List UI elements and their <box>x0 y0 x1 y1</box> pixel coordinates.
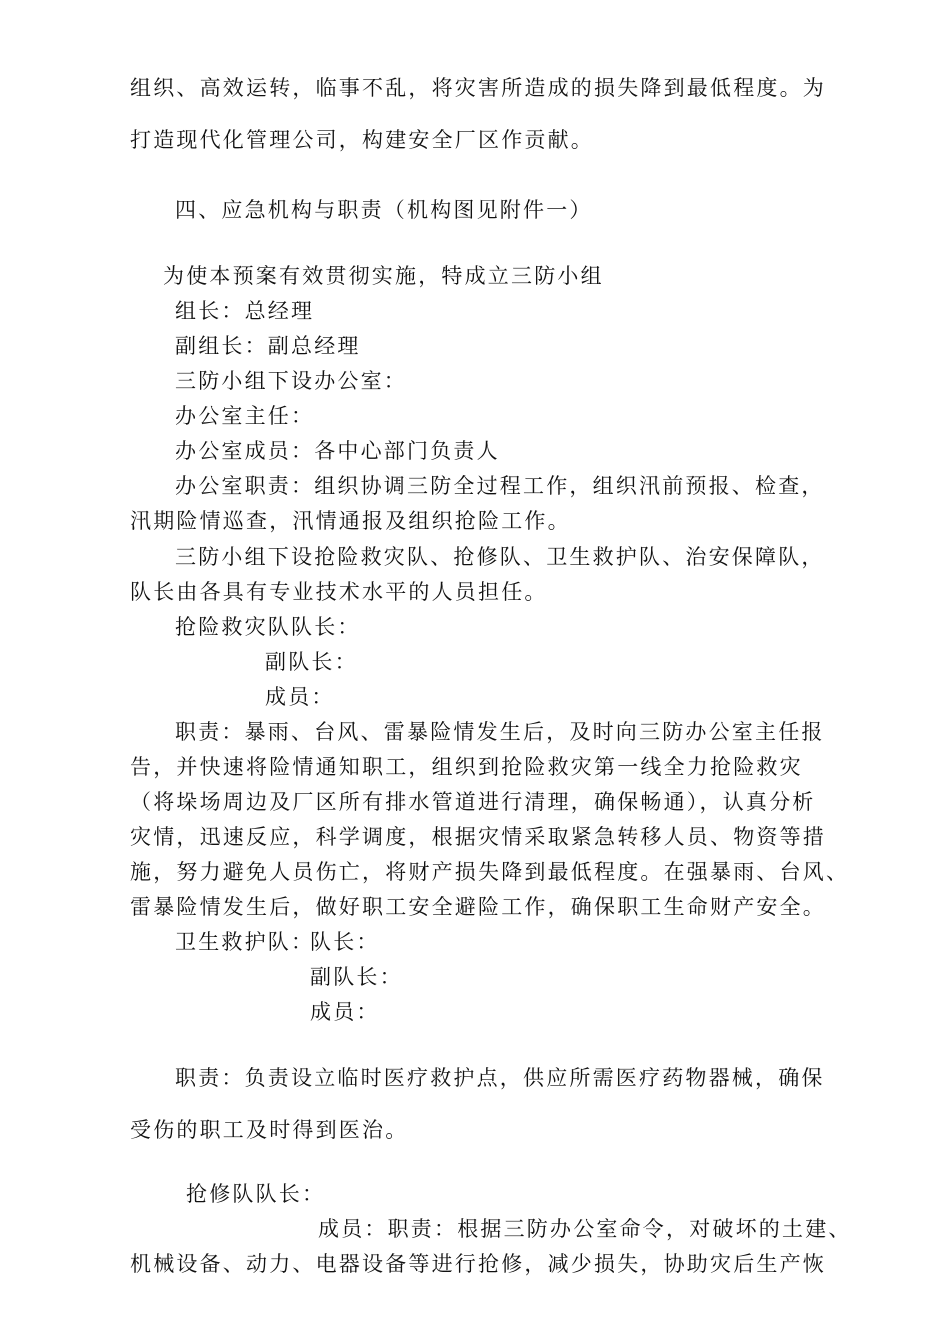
repair-team-captain: 抢修队队长： <box>186 1182 326 1206</box>
rescue-team-captain: 抢险救灾队队长： <box>175 615 361 639</box>
repair-team-members-duty: 成员：职责：根据三防办公室命令，对破坏的土建、 <box>318 1217 852 1241</box>
rescue-duty-line-2: 告，并快速将险情通知职工，组织到抢险救灾第一线全力抢险救灾 <box>130 755 803 779</box>
office-duty-line-2: 汛期险情巡查，汛情通报及组织抢险工作。 <box>130 509 571 533</box>
office-members: 办公室成员：各中心部门负责人 <box>175 439 500 463</box>
repair-duty-line-2: 机械设备、动力、电器设备等进行抢修，减少损失，协助灾后生产恢 <box>130 1252 826 1276</box>
intro-line-2: 打造现代化管理公司，构建安全厂区作贡献。 <box>130 128 594 152</box>
medical-team-label: 卫生救护队： <box>175 930 315 954</box>
rescue-duty-line-1: 职责：暴雨、台风、雷暴险情发生后，及时向三防办公室主任报 <box>175 720 825 744</box>
section-heading: 四、应急机构与职责（机构图见附件一） <box>175 198 593 222</box>
rescue-team-members: 成员： <box>265 685 335 709</box>
group-deputy-leader: 副组长：副总经理 <box>175 334 361 358</box>
office-director: 办公室主任： <box>175 404 315 428</box>
teams-line-2: 队长由各具有专业技术水平的人员担任。 <box>130 580 548 604</box>
medical-team-captain: 队长： <box>310 930 380 954</box>
rescue-duty-line-5: 施，努力避免人员伤亡，将财产损失降到最低程度。在强暴雨、台风、 <box>130 860 850 884</box>
medical-duty-line-2: 受伤的职工及时得到医治。 <box>130 1118 409 1142</box>
office-duty-line-1: 办公室职责：组织协调三防全过程工作，组织汛前预报、检查， <box>175 474 825 498</box>
purpose-statement: 为使本预案有效贯彻实施，特成立三防小组 <box>163 264 604 288</box>
intro-line-1: 组织、高效运转，临事不乱，将灾害所造成的损失降到最低程度。为 <box>130 76 826 100</box>
medical-duty-line-1: 职责：负责设立临时医疗救护点，供应所需医疗药物器械，确保 <box>175 1066 825 1090</box>
office-setup: 三防小组下设办公室： <box>175 369 407 393</box>
rescue-duty-line-6: 雷暴险情发生后，做好职工安全避险工作，确保职工生命财产安全。 <box>130 895 826 919</box>
group-leader: 组长：总经理 <box>175 299 315 323</box>
medical-team-members: 成员： <box>310 1000 380 1024</box>
rescue-duty-line-4: 灾情，迅速反应，科学调度，根据灾情采取紧急转移人员、物资等措 <box>130 825 826 849</box>
rescue-duty-line-3: （将垛场周边及厂区所有排水管道进行清理，确保畅通），认真分析 <box>130 790 816 814</box>
medical-team-vice-captain: 副队长： <box>310 965 403 989</box>
rescue-team-vice-captain: 副队长： <box>265 650 358 674</box>
teams-line-1: 三防小组下设抢险救灾队、抢修队、卫生救护队、治安保障队， <box>175 545 825 569</box>
